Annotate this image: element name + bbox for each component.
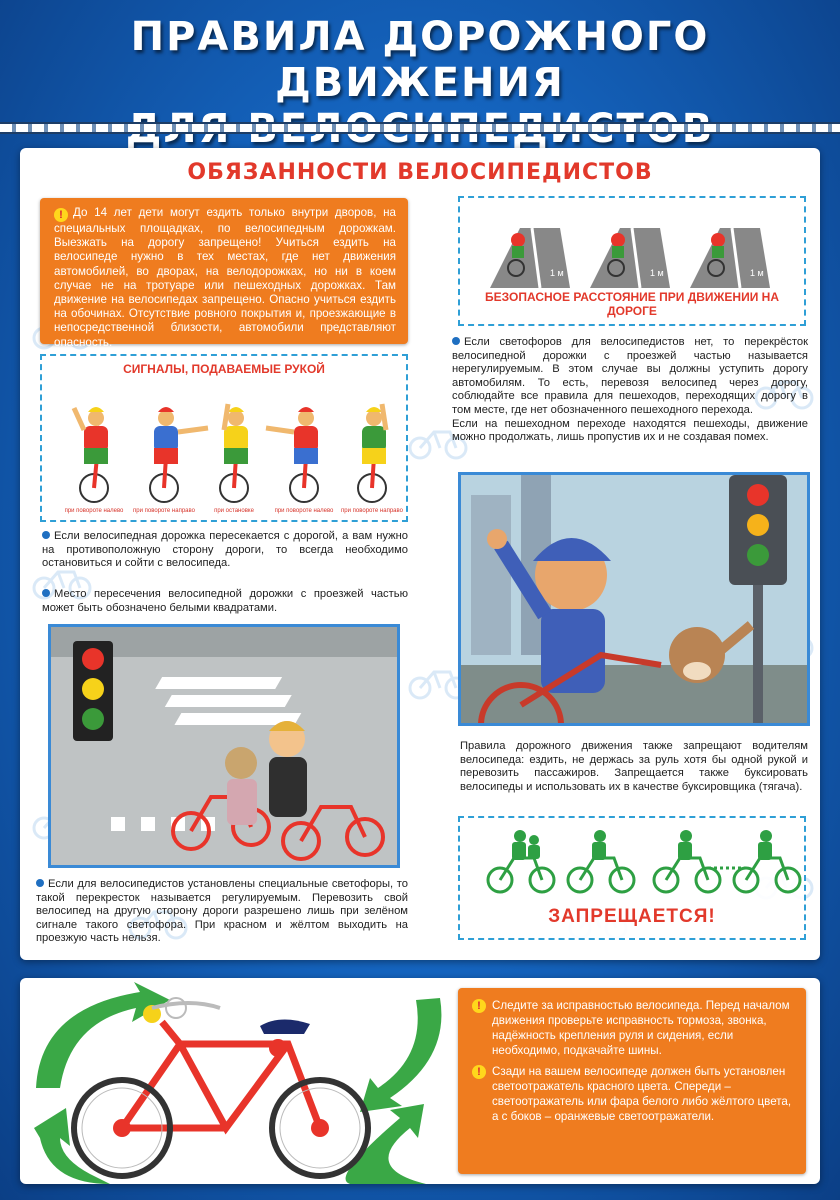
para-unregulated: Если светофоров для велосипедистов нет, то перекрёсток велосипедной дорожки с проезжей частью называется нерегулируемым. В этом случае вы должны уступить дорогу автомобилям. То есть, перевозя велосипед через дорогу, соблюдайте все правила для пешеходов, переходящих дорогу в том месте, где нет обозначенного пешеходного перехода. Если на пешеходном переходе находятся пешеходы, движение можно продолжать, лишь пропустив их и не создавая помех. bbox=[452, 336, 808, 444]
boy-scene bbox=[461, 475, 807, 723]
para-signals: Если для велосипедистов установлены специальные светофоры, то такой перекресток называется регулируемым. Перевозить свой велосипед на другую сторону дороги разрешено лишь при зелёном сигнале такого светофора. При красном и жёлтом выходить на проезжую часть нельзя. bbox=[36, 878, 408, 945]
crossing-illustration bbox=[48, 624, 400, 868]
hand-signals-illustration bbox=[42, 356, 406, 520]
signal-caption-1: при повороте налево bbox=[64, 508, 124, 514]
warning-icon: ! bbox=[472, 999, 486, 1013]
intro-text: До 14 лет дети могут ездить только внутри дворов, на специальных площадках, по велосипедным дорожкам. Выезжать на дорогу запрещено! Учиться ездить на велосипеде нужно в тех местах, где нет движения автомобилей, во дворах, на велодорожках, но ни в коем случае не на тротуаре или пешеходных дорожках. Там движение на велосипедах запрещено. Опасно учиться ездить на обочинах. Отсутствие ровного покрытия и, проезжающие в непосредственной близости, автомобили представляют опасность. bbox=[54, 206, 396, 349]
para-crossing: Если велосипедная дорожка пересекается с дорогой, а вам нужно на противоположную сторону дороги, то всегда необходимо остановиться и сойти с велосипеда. bbox=[42, 530, 408, 570]
forbidden-title: ЗАПРЕЩАЕТСЯ! bbox=[548, 906, 716, 927]
para-pedestrians: Если на пешеходном переходе находятся пешеходы, движение можно продолжать, лишь пропустив их и не создавая помех. bbox=[452, 417, 808, 444]
forbidden-box bbox=[458, 816, 806, 940]
bullet-icon bbox=[42, 531, 50, 539]
bullet-icon bbox=[452, 337, 460, 345]
arrow-icon bbox=[360, 998, 441, 1112]
signal-rider-2-icon bbox=[150, 407, 208, 502]
tips-box bbox=[458, 988, 806, 1174]
headlight-icon bbox=[166, 998, 186, 1018]
safe-distance-title: БЕЗОПАСНОЕ РАССТОЯНИЕ ПРИ ДВИЖЕНИИ НА ДОРОГЕ bbox=[485, 290, 779, 318]
signal-rider-4-icon bbox=[266, 407, 318, 502]
divider-stripe bbox=[0, 122, 840, 134]
main-panel bbox=[20, 148, 820, 960]
signal-caption-2: при повороте направо bbox=[133, 508, 195, 514]
tip-reflectors: ! Сзади на вашем велосипеде должен быть установлен светоотражатель красного цвета. Спереди – светоотражатель или фара белого либо жёлтого цвета, а с боков – оранжевые светоотражатели. bbox=[472, 1064, 792, 1124]
signal-rider-1-icon bbox=[74, 407, 108, 502]
bullet-icon bbox=[42, 589, 50, 597]
rear-reflector-icon bbox=[269, 1039, 287, 1057]
distance-mark-1: 1 м bbox=[550, 268, 564, 278]
safe-distance-illustration bbox=[460, 198, 804, 298]
hand-signals-title: СИГНАЛЫ, ПОДАВАЕМЫЕ РУКОЙ bbox=[123, 362, 325, 376]
bottom-panel bbox=[20, 978, 820, 1184]
safe-distance-box bbox=[458, 196, 806, 326]
hand-signals-box bbox=[40, 354, 408, 522]
warning-icon: ! bbox=[472, 1065, 486, 1079]
warning-icon: ! bbox=[54, 208, 68, 222]
forbidden-riders-illustration bbox=[460, 818, 804, 898]
distance-mark-2: 1 м bbox=[650, 268, 664, 278]
boy-traffic-light-illustration bbox=[458, 472, 810, 726]
arrow-icon bbox=[346, 1104, 426, 1184]
bicycle-illustration bbox=[30, 978, 450, 1184]
para-forbidden: Правила дорожного движения также запрещают водителям велосипеда: ездить, не держась за руль хотя бы одной рукой и перевозить пассажиров. Запрещается также буксировать велосипеды и использовать их в качестве буксировщика (тягача). bbox=[460, 740, 808, 793]
tip-maintenance: ! Следите за исправностью велосипеда. Перед началом движения проверьте исправность тормоза, звонка, надёжность крепления руля и сидения, если необходимо, подкачайте шины. bbox=[472, 998, 792, 1058]
section-title: ОБЯЗАННОСТИ ВЕЛОСИПЕДИСТОВ bbox=[187, 160, 653, 185]
signal-caption-4: при повороте налево bbox=[274, 508, 334, 514]
signal-rider-3-icon bbox=[220, 404, 248, 502]
arrow-icon bbox=[36, 982, 170, 1088]
signal-caption-5: при повороте направо bbox=[341, 508, 403, 514]
page-title-line1: ПРАВИЛА ДОРОЖНОГО ДВИЖЕНИЯ bbox=[130, 14, 710, 106]
bullet-icon bbox=[36, 879, 44, 887]
crossing-scene bbox=[51, 627, 397, 865]
seat-icon bbox=[260, 1019, 310, 1034]
signal-caption-3: при остановке bbox=[214, 508, 254, 514]
distance-mark-3: 1 м bbox=[750, 268, 764, 278]
intro-box bbox=[40, 198, 408, 349]
para-squares: Место пересечения велосипедной дорожки с проезжей частью может быть обозначено белыми квадратами. bbox=[42, 588, 408, 614]
page-header bbox=[0, 0, 840, 122]
signal-rider-5-icon bbox=[358, 404, 386, 502]
